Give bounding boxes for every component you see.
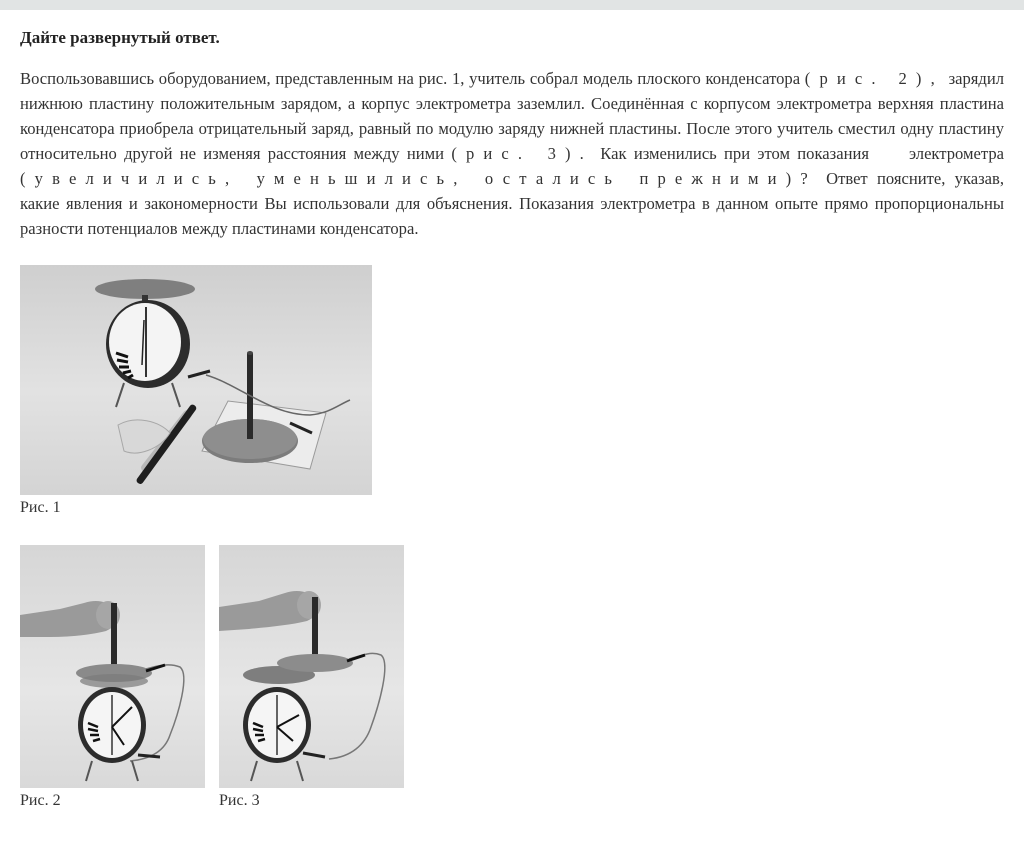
task-text-part-1: Воспользовавшись оборудованием, представленным на рис. 1, учитель собрал модель плоского конденсатора xyxy=(20,69,801,88)
top-bar xyxy=(0,0,1024,10)
task-text-part-4: электрометра xyxy=(908,144,1004,163)
task-text-part-5: Ответ поясните, указав, какие явления и закономерности Вы использовали для объяснения. Показания электрометра в данном опыте прямо пропорциональны разности потенциалов между пластинами конденсатора. xyxy=(20,169,1004,238)
task-text xyxy=(20,66,1004,241)
task-block xyxy=(20,27,1004,258)
figure-1-caption: Рис. 1 xyxy=(20,499,61,516)
figure-3-image xyxy=(219,545,404,788)
figure-2-image xyxy=(20,545,205,788)
task-text-ref-fig3: (рис. 3). xyxy=(451,144,593,163)
task-text-options: (увеличились, уменьшились, остались прежними)? xyxy=(20,169,817,188)
figure-1 xyxy=(20,265,372,517)
figure-3-caption: Рис. 3 xyxy=(219,792,260,809)
task-heading: Дайте развернутый ответ. xyxy=(20,28,220,47)
figure-1-image xyxy=(20,265,372,495)
figure-3 xyxy=(219,545,404,810)
figure-2-caption: Рис. 2 xyxy=(20,792,61,809)
task-text-part-2: зарядил нижнюю пластину положительным зарядом, а корпус электрометра заземлил. Соединённая с корпусом электрометра верхняя пластина конденсатора приобрела отрицательный заряд, равный по модулю заряду нижней пластины. После этого учитель сместил одну пластину относительно другой не изменяя расстояния между ними xyxy=(20,69,1005,163)
task-text-part-3: Как изменились при этом показания xyxy=(600,144,869,163)
figure-2 xyxy=(20,545,205,810)
task-text-ref-fig2: (рис. 2), xyxy=(804,69,944,88)
